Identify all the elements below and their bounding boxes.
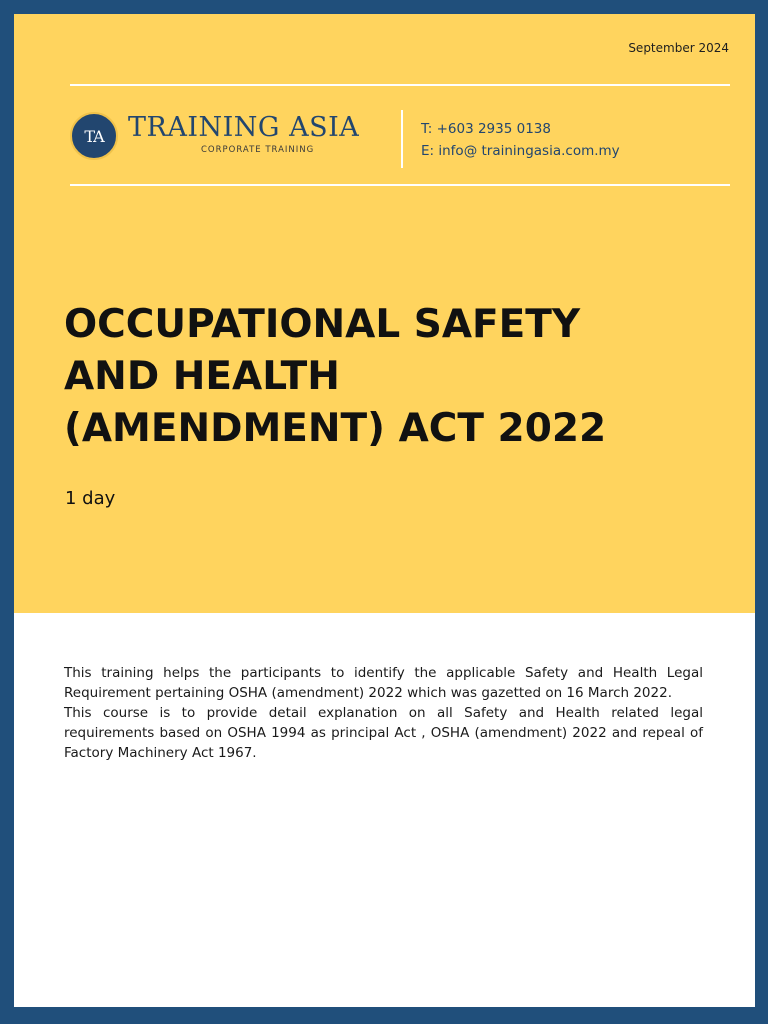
brochure-page — [14, 14, 755, 1007]
hero-banner — [14, 14, 755, 613]
training-asia-logo-icon: TA — [70, 112, 118, 160]
course-description — [64, 663, 703, 763]
contact-email: E: info@ trainingasia.com.my — [421, 143, 620, 159]
course-title-line: (AMENDMENT) ACT 2022 — [64, 406, 607, 451]
course-title-line: AND HEALTH — [64, 354, 340, 399]
header-top-rule — [70, 84, 730, 86]
description-paragraph: This training helps the participants to identify the applicable Safety and Health Legal Requirement pertaining OSHA (amendment) 2022 which was gazetted on 16 March 2022. — [64, 665, 703, 701]
course-duration: 1 day — [65, 488, 116, 509]
logo-tagline: CORPORATE TRAINING — [201, 145, 315, 155]
contact-phone: T: +603 2935 0138 — [421, 121, 551, 137]
header-divider — [401, 110, 403, 168]
course-title-line: OCCUPATIONAL SAFETY — [64, 302, 581, 347]
description-paragraph: This course is to provide detail explanation on all Safety and Health related legal requirements based on OSHA 1994 as principal Act , OSHA (amendment) 2022 and repeal of Factory Machinery Act 1967. — [64, 705, 703, 761]
course-title — [64, 299, 724, 455]
header-bottom-rule — [70, 184, 730, 186]
publication-date: September 2024 — [628, 41, 729, 55]
logo-brand-name: TRAINING ASIA — [128, 112, 360, 143]
